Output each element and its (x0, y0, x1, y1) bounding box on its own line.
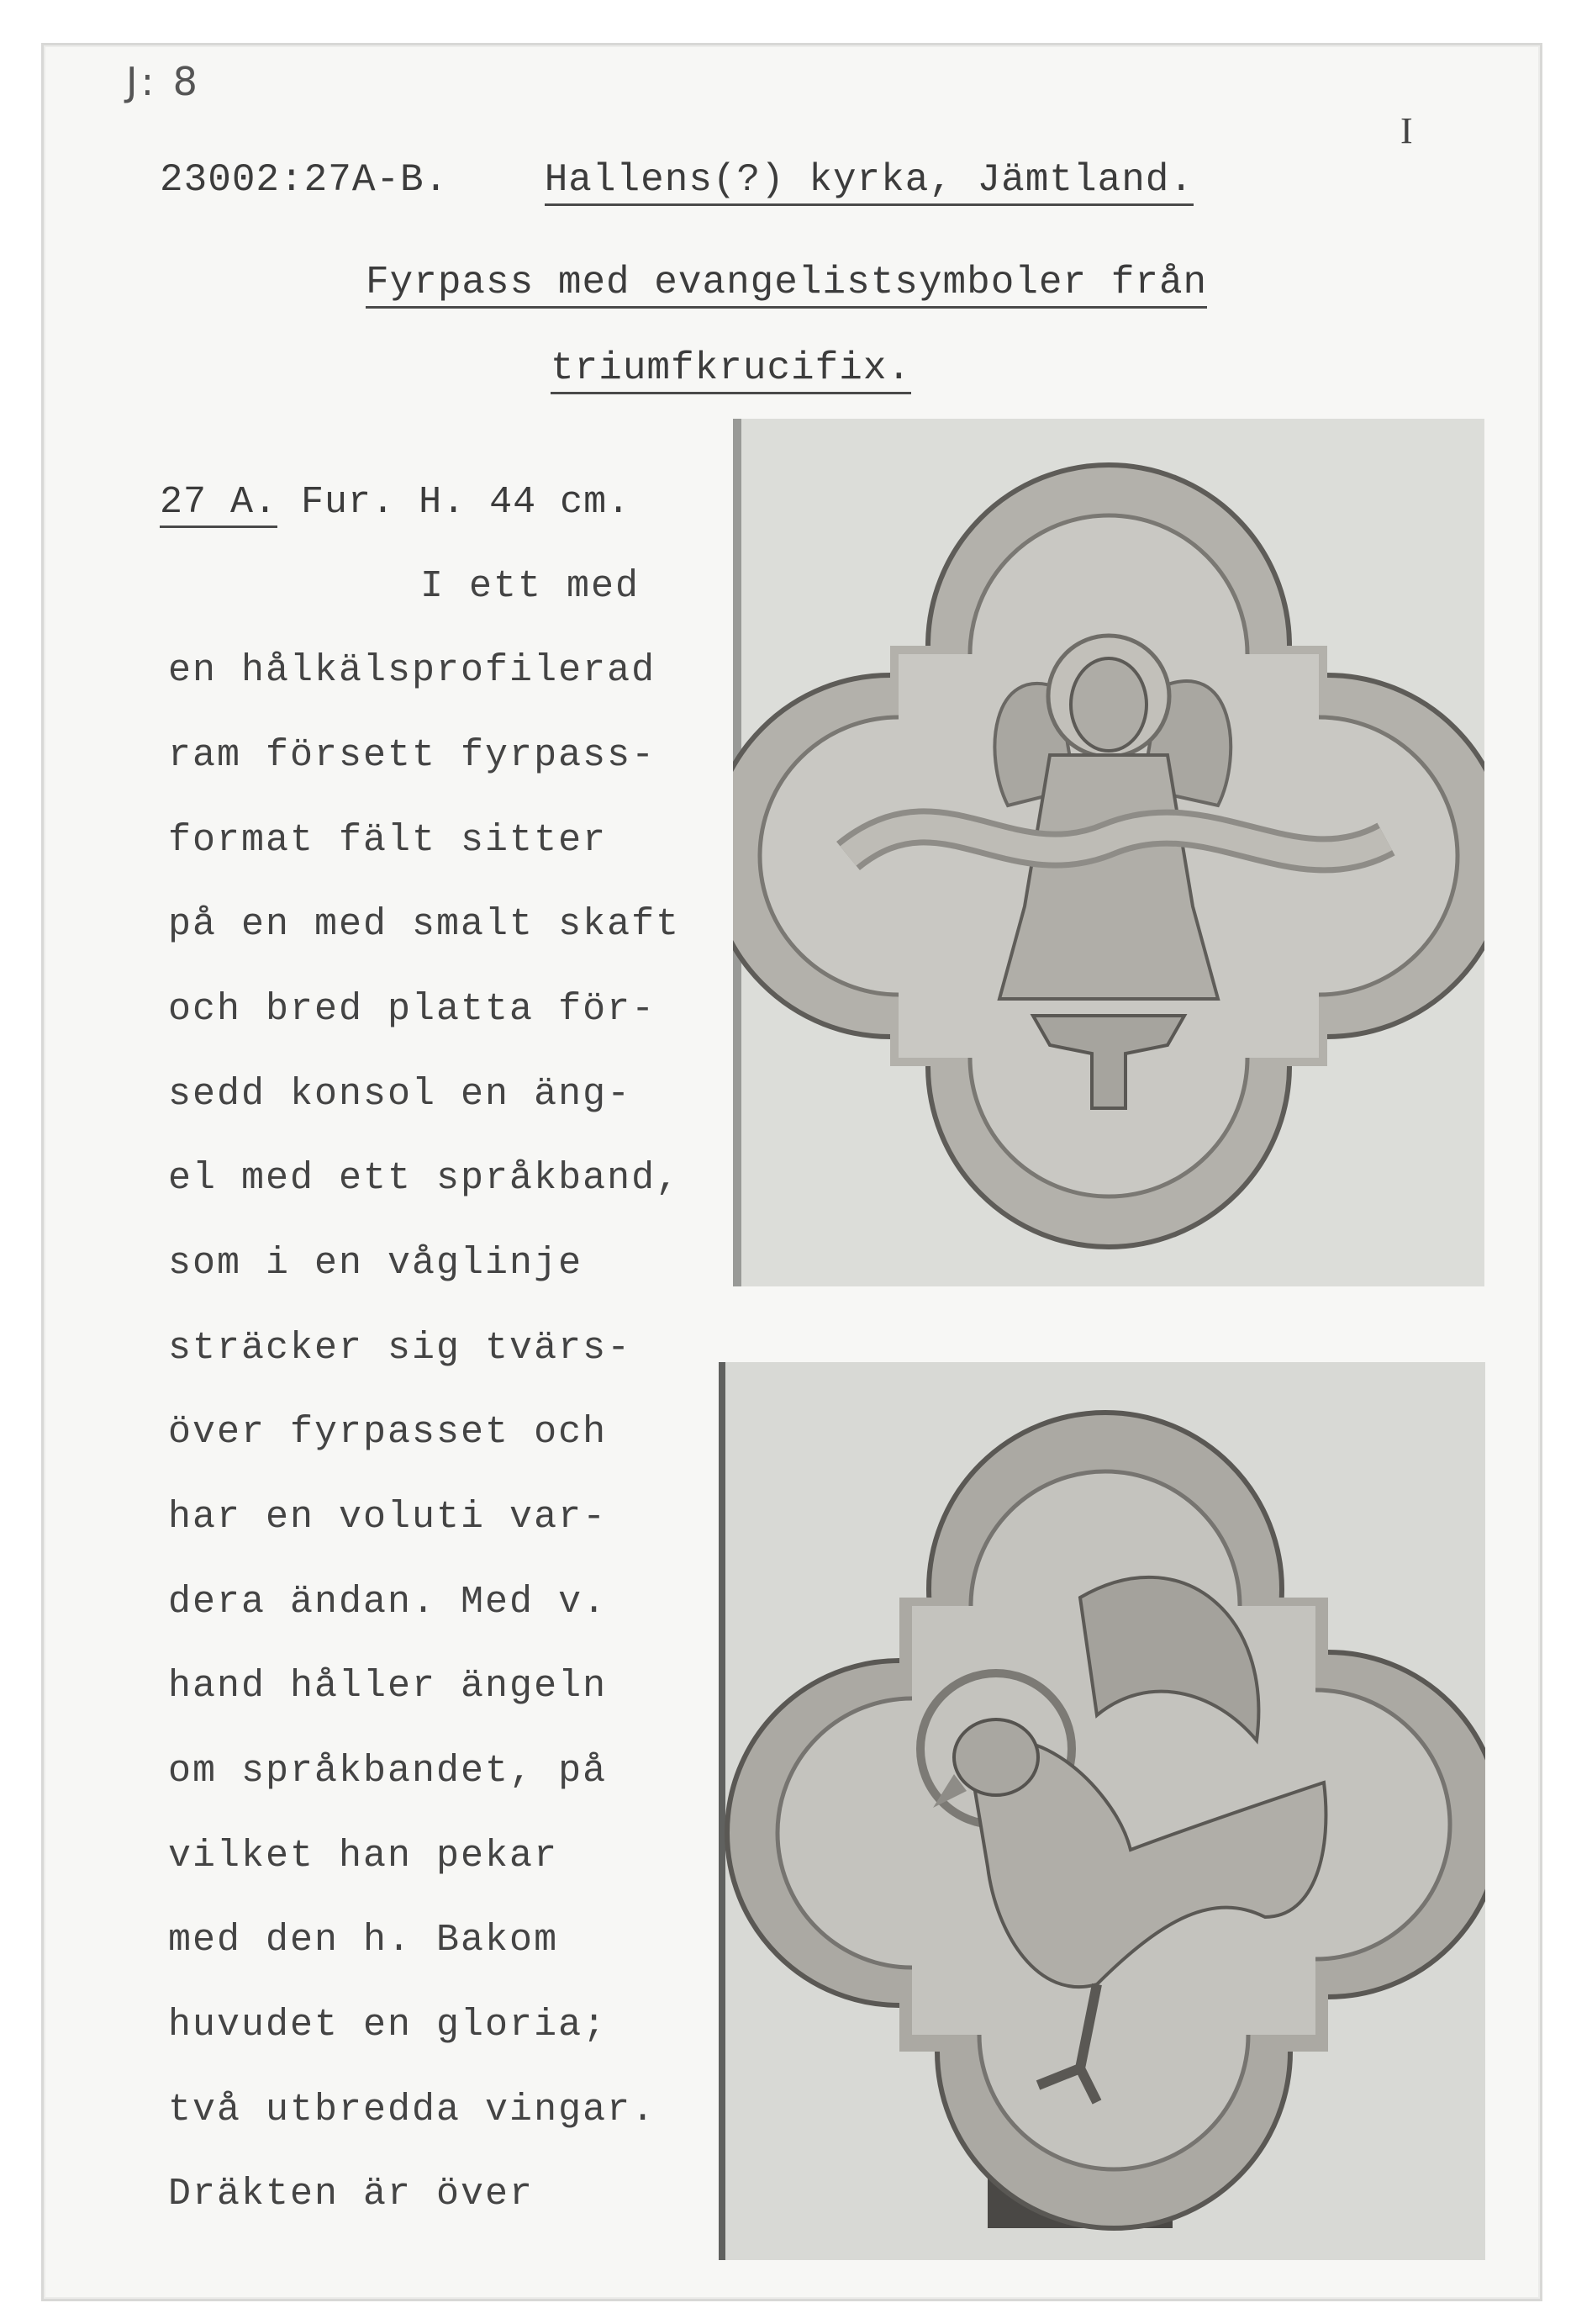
description-line: I ett med (420, 565, 641, 608)
description-line: två utbredda vingar. (168, 2089, 656, 2131)
handwritten-note: J: 8 (126, 59, 201, 104)
description-line: huvudet en gloria; (168, 2004, 608, 2047)
subtitle-line-1 (366, 261, 1207, 304)
description-line: format fält sitter (168, 819, 608, 862)
entry-label: 27 A. (160, 481, 277, 528)
location-title: Hallens(?) kyrka, Jämtland. (545, 158, 1194, 206)
description-line: el med ett språkband, (168, 1157, 681, 1200)
description-line: som i en våglinje (168, 1242, 583, 1285)
description-line: om språkbandet, på (168, 1750, 608, 1793)
description-line: har en voluti var- (168, 1496, 608, 1539)
eagle-relief-image (719, 1362, 1485, 2260)
description-line: en hålkälsprofilerad (168, 649, 656, 692)
description-line: Dräkten är över (168, 2173, 535, 2216)
description-line: dera ändan. Med v. (168, 1581, 608, 1624)
catalog-number: 23002:27A-B. (160, 158, 449, 202)
header-line (160, 158, 1194, 202)
description-line: vilket han pekar (168, 1835, 559, 1878)
description-line: med den h. Bakom (168, 1919, 559, 1962)
description-line: över fyrpasset och (168, 1411, 608, 1454)
description-line: sträcker sig tvärs- (168, 1327, 632, 1370)
subtitle-line-2 (551, 346, 911, 390)
description-line: och bred platta för- (168, 988, 656, 1031)
subtitle-text-1: Fyrpass med evangelistsymboler från (366, 261, 1207, 309)
description-line: ram försett fyrpass- (168, 734, 656, 777)
page-number: I (1400, 110, 1413, 151)
subtitle-text-2: triumfkrucifix. (551, 346, 911, 394)
angel-relief-photo (733, 419, 1484, 1286)
angel-relief-image (733, 419, 1484, 1286)
description-line: sedd konsol en äng- (168, 1073, 632, 1116)
description-line: på en med smalt skaft (168, 903, 681, 946)
eagle-relief-photo (719, 1362, 1485, 2260)
entry-spec: Fur. H. 44 cm. (301, 481, 631, 524)
entry-heading (160, 481, 630, 524)
description-line: hand håller ängeln (168, 1665, 608, 1708)
